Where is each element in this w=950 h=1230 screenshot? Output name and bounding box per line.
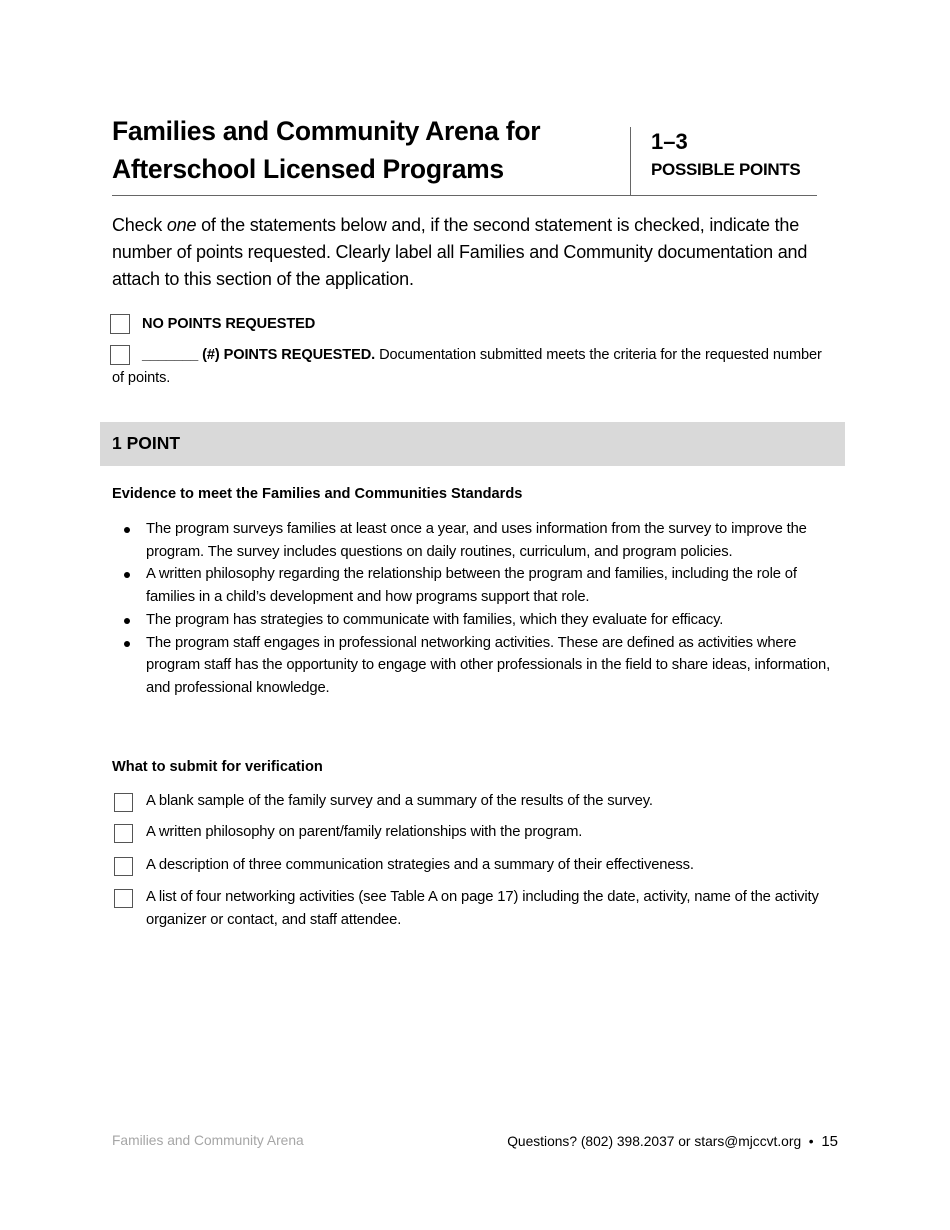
section-band [100,422,845,466]
submit-checkbox[interactable] [114,857,133,876]
submit-checkbox[interactable] [114,824,133,843]
list-item [112,563,842,608]
list-item [112,609,842,632]
instructions [112,212,852,293]
footer-contact [507,1133,838,1150]
bullet-icon [124,572,130,578]
submit-text: A written philosophy on parent/family relationships with the program. [146,824,583,840]
footer-separator: • [808,1134,814,1149]
intro-text-rest: of the statements below and, if the second statement is checked, indicate the number of points requested. Clearly label all Families and Community documentation and attach to this section of the application. [112,215,808,289]
points-requested-label: (#) POINTS REQUESTED. [202,347,376,363]
bullet-icon [124,641,130,647]
header-divider [630,127,631,195]
submit-text: A list of four networking activities (see Table A on page 17) including the date, activity, name of the activity organizer or contact, and staff attendee. [146,889,819,928]
list-item-text: A written philosophy regarding the relationship between the program and families, including the role of families in a child’s development and how programs support that role. [146,566,797,606]
list-item [112,632,842,700]
no-points-checkbox[interactable] [110,314,130,334]
list-item-text: The program has strategies to communicate with families, which they evaluate for efficacy. [146,611,724,628]
submit-checkbox[interactable] [114,793,133,812]
possible-points [651,127,800,183]
evidence-heading: Evidence to meet the Families and Communities Standards [112,486,523,502]
no-points-label: NO POINTS REQUESTED [142,316,316,332]
bullet-icon [124,618,130,624]
section-title: 1 POINT [112,433,181,453]
submit-text: A description of three communication strategies and a summary of their effectiveness. [146,857,694,873]
evidence-list [112,518,842,700]
footer-section-name: Families and Community Arena [112,1133,304,1148]
list-item [112,518,842,563]
points-label: POSSIBLE POINTS [651,160,801,179]
submit-heading: What to submit for verification [112,759,323,775]
list-item-text: The program staff engages in professional networking activities. These are defined as activities where program staff has the opportunity to engage with other professionals in the field to share ideas, information, and professional knowledge. [146,634,831,696]
points-requested-desc: Documentation submitted meets the criteria for the requested number of points. [112,347,822,386]
list-item-text: The program surveys families at least once a year, and uses information from the survey to improve the program. The survey includes questions on daily routines, curriculum, and program policies. [146,521,807,560]
points-requested-option [112,344,832,390]
points-blank[interactable]: _______ [142,347,199,363]
intro-emphasis: one [166,215,197,235]
points-range: 1–3 [651,129,688,154]
footer-contact-text: Questions? (802) 398.2037 or stars@mjccvt.org [507,1134,802,1149]
page-title [112,112,612,188]
submit-checkbox[interactable] [114,889,133,908]
title-line-2: Afterschool Licensed Programs [112,154,504,184]
submit-text: A blank sample of the family survey and a summary of the results of the survey. [146,793,653,809]
page-number: 15 [821,1133,838,1150]
bullet-icon [124,527,130,533]
intro-text: Check [112,215,167,235]
header-rule [112,195,817,196]
title-line-1: Families and Community Arena for [112,116,541,146]
